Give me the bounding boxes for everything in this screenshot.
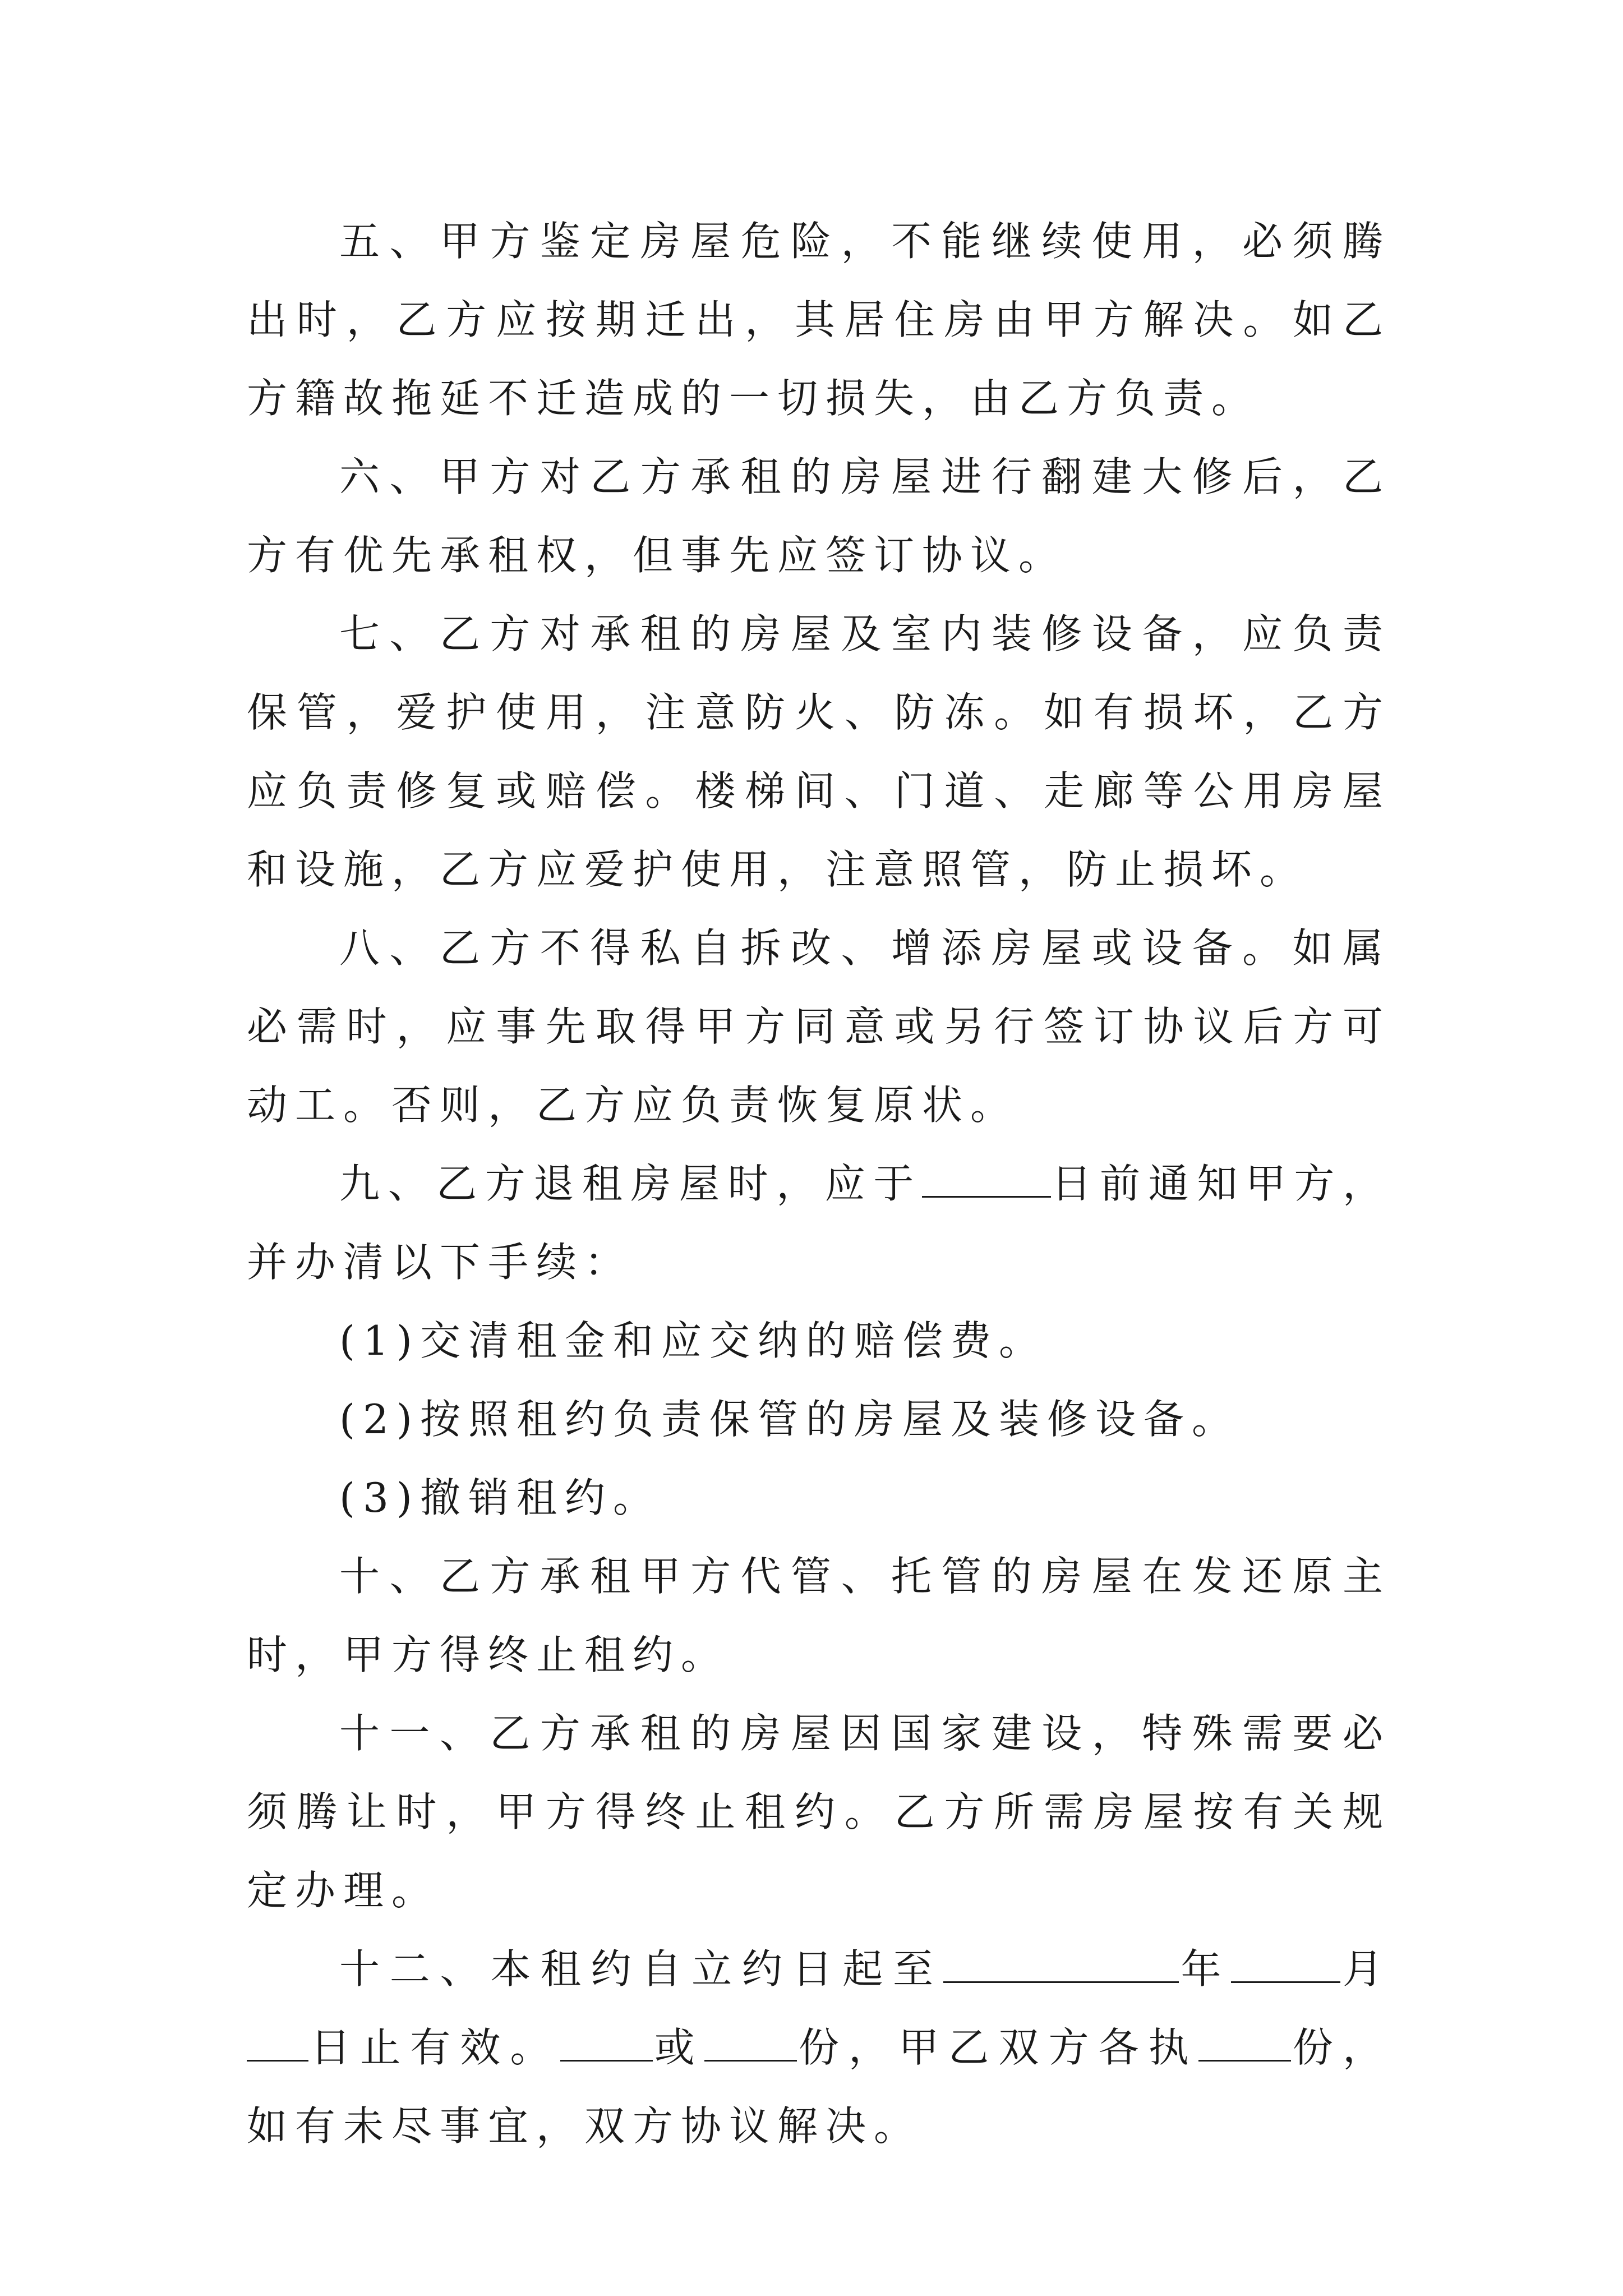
clause-5: 五、甲方鉴定房屋危险，不能继续使用，必须腾出时，乙方应按期迁出，其居住房由甲方解决。如乙方籍故拖延不迁造成的一切损失，由乙方负责。 (247, 218, 1391, 422)
clause-9-text-a: 九、乙方退租房屋时，应于 (339, 1160, 922, 1207)
clause-9 (247, 1144, 1391, 1301)
clause-12-text-g: 份，如有未尽事宜，双方协议解决。 (247, 2024, 1391, 2150)
clause-8: 八、乙方不得私自拆改、增添房屋或设备。如属必需时，应事先取得甲方同意或另行签订协议后方可动工。否则，乙方应负责恢复原状。 (247, 924, 1391, 1129)
document-page (247, 202, 1391, 2165)
clause-7: 七、乙方对承租的房屋及室内装修设备，应负责保管，爱护使用，注意防火、防冻。如有损坏，乙方应负责修复或赔偿。楼梯间、门道、走廊等公用房屋和设施，乙方应爱护使用，注意照管，防止损坏。 (247, 610, 1391, 893)
blank-end-month (1231, 1948, 1340, 1983)
clause-12-text-f: 份，甲乙双方各执 (796, 2024, 1198, 2071)
clause-9-item-2: (2)按照租约负责保管的房屋及装修设备。 (339, 1396, 1240, 1443)
clause-9-text-b: 日前通知甲方，并办清以下手续： (247, 1160, 1391, 1286)
blank-copies-1 (560, 2026, 653, 2062)
blank-notice-days (922, 1162, 1051, 1198)
clause-12-text-a: 十二、本租约自立约日起至 (339, 1945, 943, 1993)
clause-12 (247, 1930, 1391, 2165)
blank-end-year (943, 1948, 1179, 1983)
blank-end-day (247, 2026, 308, 2062)
clause-10: 十、乙方承租甲方代管、托管的房屋在发还原主时，甲方得终止租约。 (247, 1553, 1391, 1678)
clause-12-year-label: 年 (1178, 1945, 1232, 1993)
clause-9-item-3: (3)撤销租约。 (339, 1474, 661, 1521)
clause-12-month-label: 月 (1340, 1945, 1391, 1993)
clause-9-item-1: (1)交清租金和应交纳的赔偿费。 (339, 1317, 1047, 1364)
blank-copies-each (1198, 2026, 1291, 2062)
clause-12-text-e: 或 (652, 2024, 704, 2071)
clause-6: 六、甲方对乙方承租的房屋进行翻建大修后，乙方有优先承租权，但事先应签订协议。 (247, 453, 1391, 579)
clause-12-text-d: 日止有效。 (308, 2024, 560, 2071)
clause-11: 十一、乙方承租的房屋因国家建设，特殊需要必须腾让时，甲方得终止租约。乙方所需房屋按有关规定办理。 (247, 1710, 1391, 1914)
blank-copies-2 (704, 2026, 797, 2062)
